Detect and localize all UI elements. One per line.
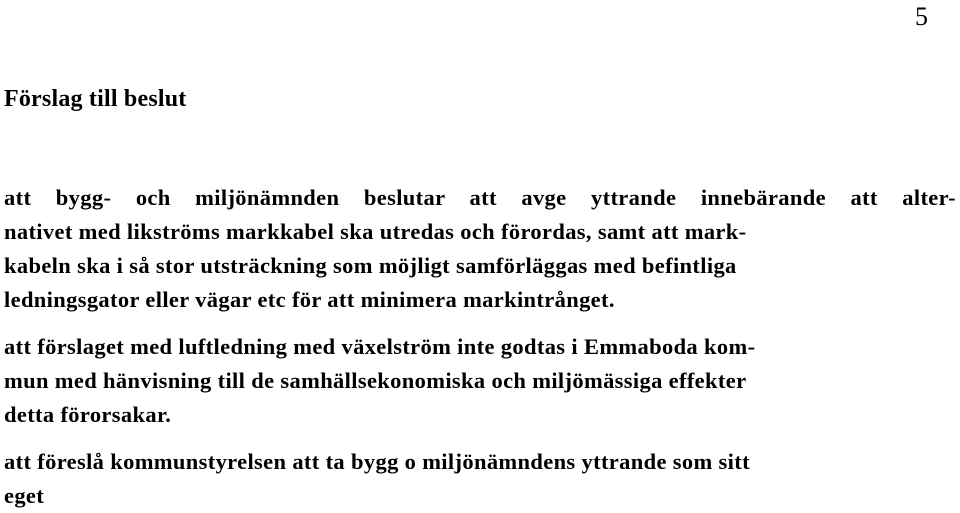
paragraph-line: nativet med likströms markkabel ska utredas och förordas, samt att mark- xyxy=(4,219,747,244)
paragraph-line: mun med hänvisning till de samhällsekonomiska och miljömässiga effekter xyxy=(4,368,747,393)
page-number: 5 xyxy=(915,2,928,31)
paragraph-line: eget xyxy=(4,483,45,508)
paragraph-line: att bygg- och miljönämnden beslutar att avge yttrande innebärande att alter- xyxy=(4,185,956,210)
decision-paragraph-1 xyxy=(4,181,956,317)
paragraph-line: ledningsgator eller vägar etc för att minimera markintrånget. xyxy=(4,287,615,312)
paragraph-line: att förslaget med luftledning med växelström inte godtas i Emmaboda kom- xyxy=(4,334,756,359)
paragraph-line: att föreslå kommunstyrelsen att ta bygg o miljönämndens yttrande som sitt xyxy=(4,449,750,474)
paragraph-line: detta förorsakar. xyxy=(4,402,172,427)
decision-paragraph-2 xyxy=(4,330,956,432)
paragraph-line: kabeln ska i så stor utsträckning som möjligt samförläggas med befintliga xyxy=(4,253,737,278)
decision-paragraph-3 xyxy=(4,445,956,513)
section-heading: Förslag till beslut xyxy=(4,86,187,112)
